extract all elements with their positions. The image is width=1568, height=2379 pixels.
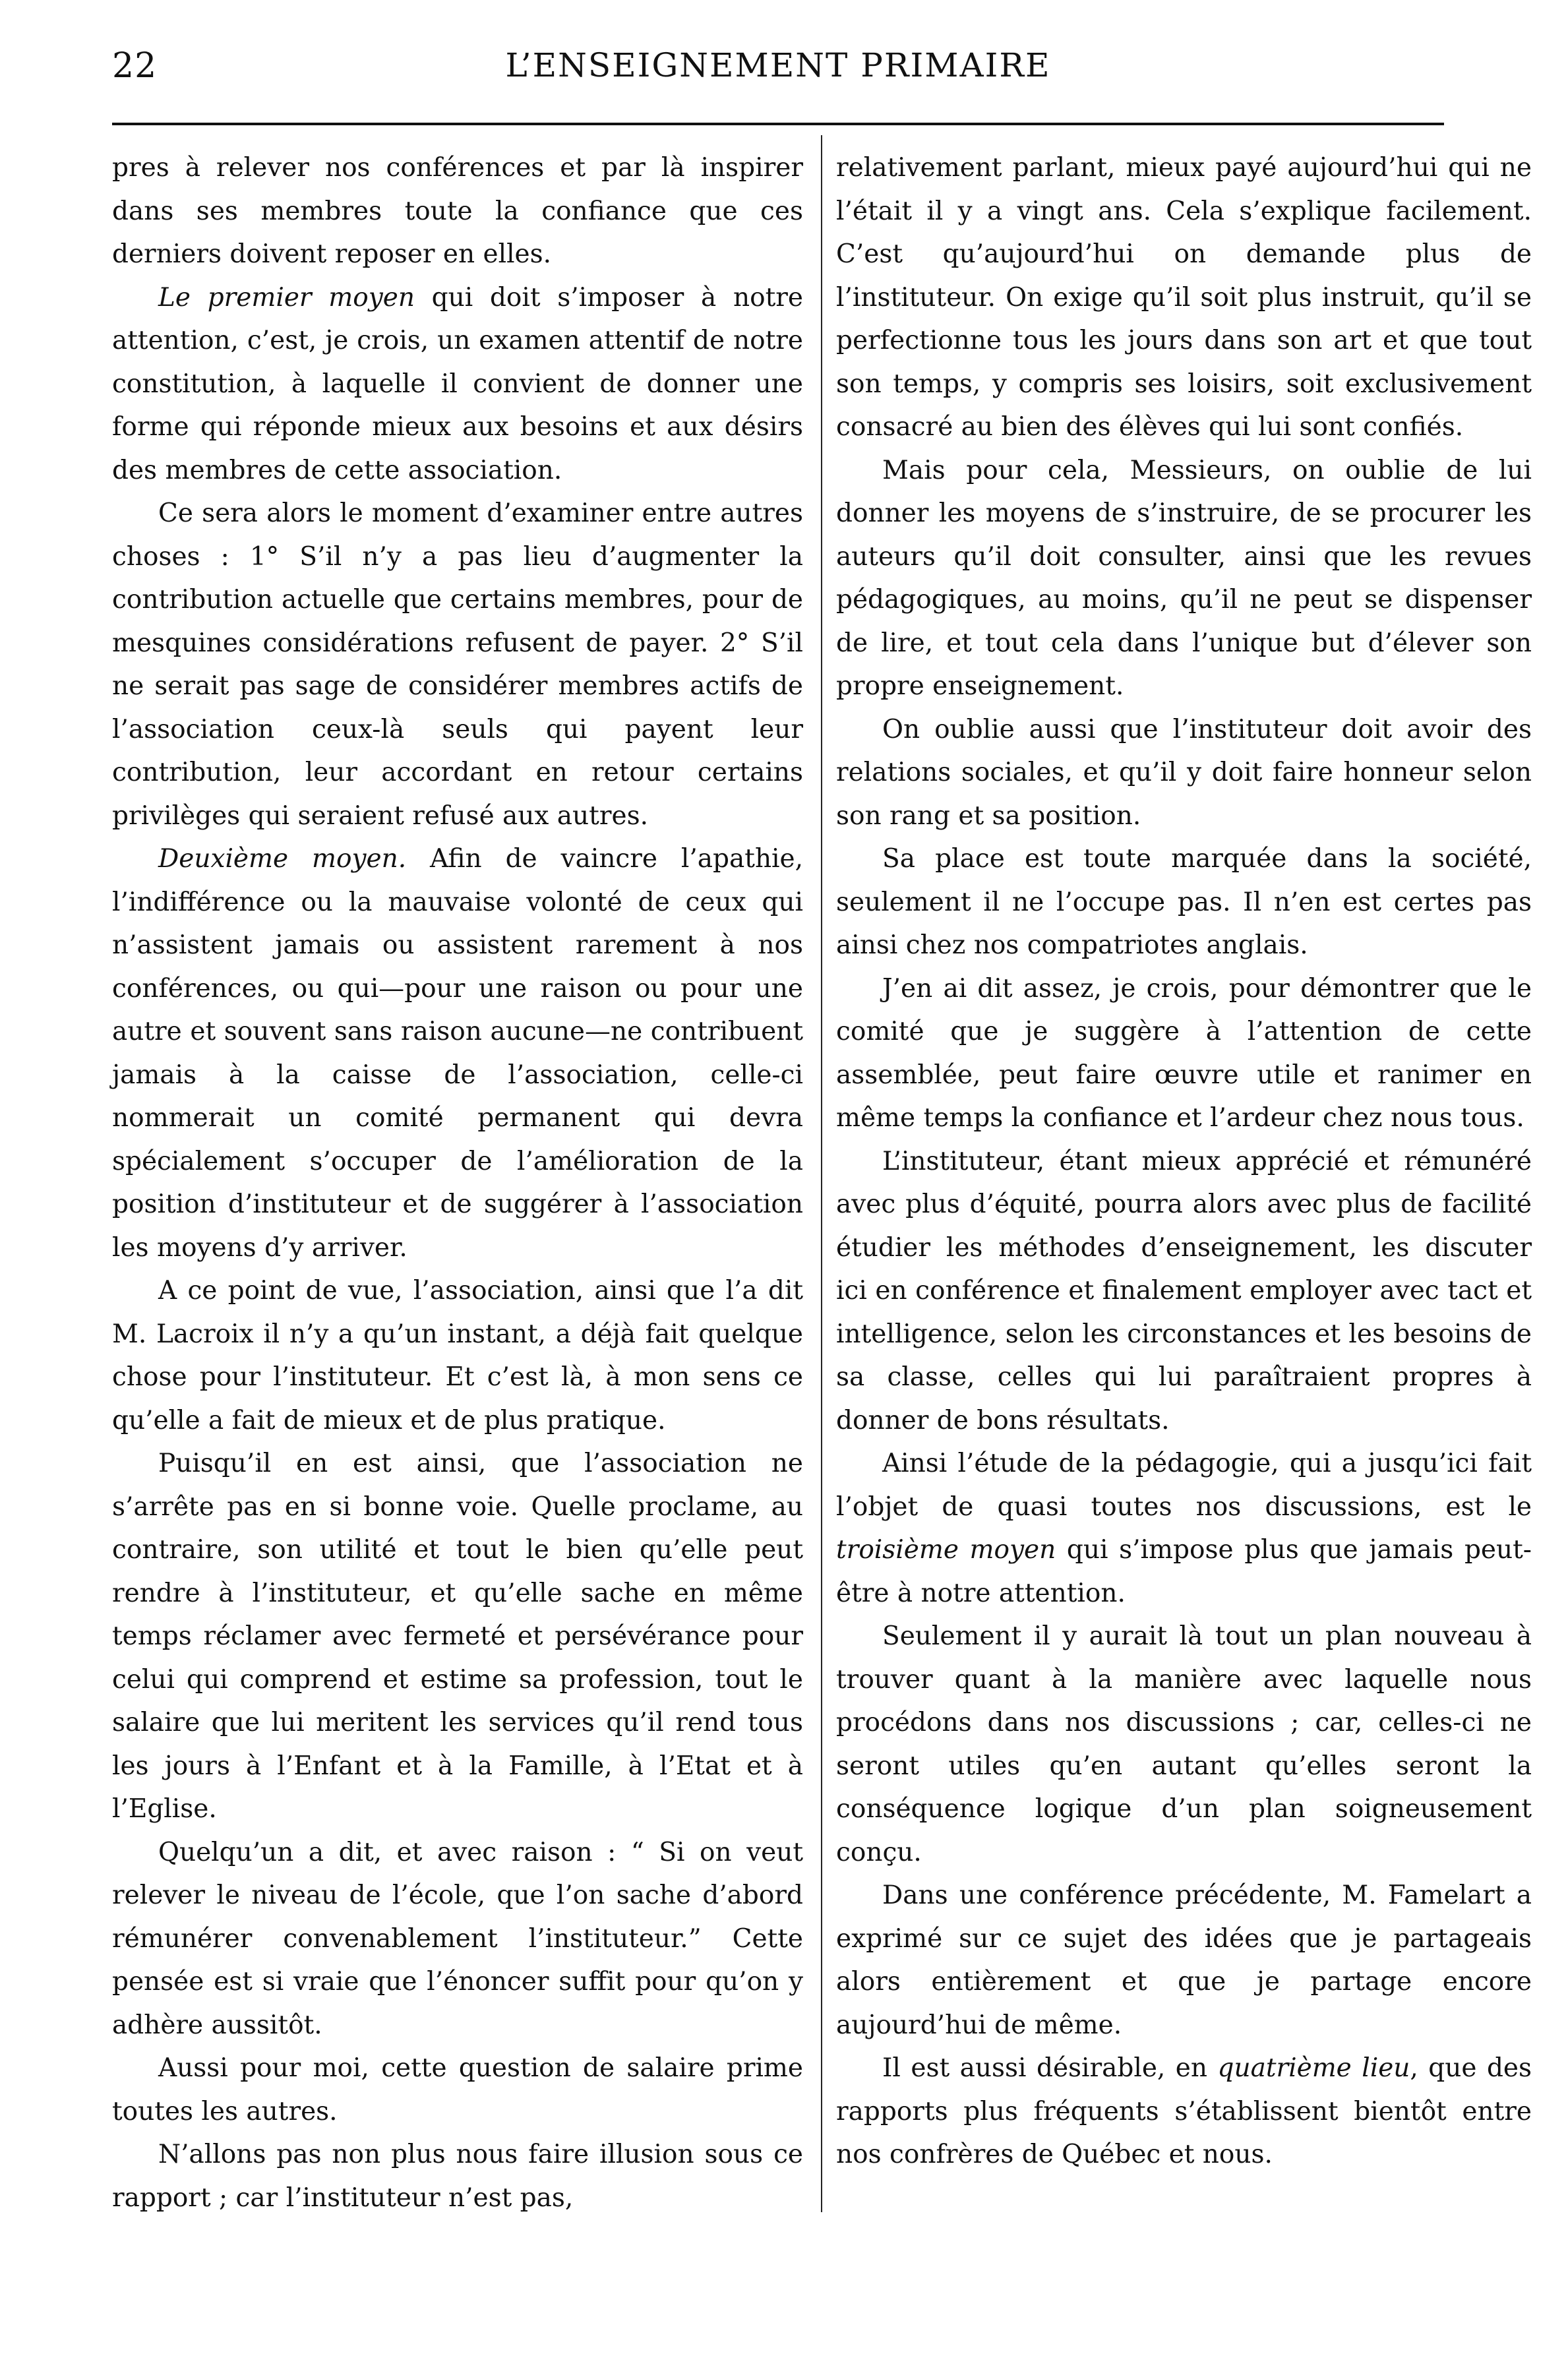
- right-column: [836, 146, 1532, 2177]
- paragraph: relativement parlant, mieux payé aujourd’hui qui ne l’était il y a vingt ans. Cela s’explique facilement. C’est qu’aujourd’hui on demande plus de l’instituteur. On exige qu’il soit plus instruit, qu’il se perfectionne tous les jours dans son art et que tout son temps, y compris ses loisirs, soit exclusivement consacré au bien des élèves qui lui sont confiés.: [836, 153, 1532, 442]
- paragraph: Quelqu’un a dit, et avec raison : “ Si on veut relever le niveau de l’école, que l’on sache d’abord rémunérer convenablement l’instituteur.” Cette pensée est si vraie que l’énoncer suffit pour qu’on y adhère aussitôt.: [112, 1837, 803, 2040]
- paragraph: Le premier moyen qui doit s’imposer à notre attention, c’est, je crois, un examen attentif de notre constitution, à laquelle il convient de donner une forme qui réponde mieux aux besoins et aux désirs des membres de cette association.: [112, 282, 803, 485]
- paragraph: L’instituteur, étant mieux apprécié et rémunéré avec plus d’équité, pourra alors avec plus de facilité étudier les méthodes d’enseignement, les discuter ici en conférence et finalement employer avec tact et intelligence, selon les circonstances et les besoins de sa classe, celles qui lui paraîtraient propres à donner de bons résultats.: [836, 1146, 1532, 1435]
- emphasis: quatrième lieu: [1217, 2053, 1410, 2083]
- paragraph: J’en ai dit assez, je crois, pour démontrer que le comité que je suggère à l’attention de cette assemblée, peut faire œuvre utile et ranimer en même temps la confiance et l’ardeur chez nous tous.: [836, 973, 1532, 1133]
- left-column: [112, 146, 803, 2219]
- emphasis: troisième moyen: [836, 1535, 1056, 1565]
- paragraph: Aussi pour moi, cette question de salaire prime toutes les autres.: [112, 2053, 803, 2126]
- column-divider: [821, 135, 822, 2212]
- paragraph: On oublie aussi que l’instituteur doit avoir des relations sociales, et qu’il y doit faire honneur selon son rang et sa position.: [836, 714, 1532, 831]
- paragraph: Ce sera alors le moment d’examiner entre autres choses : 1° S’il n’y a pas lieu d’augmenter la contribution actuelle que certains membres, pour de mesquines considérations refusent de payer. 2° S’il ne serait pas sage de considérer membres actifs de l’association ceux-là seuls qui payent leur contribution, leur accordant en retour certains privilèges qui seraient refusé aux autres.: [112, 498, 803, 831]
- paragraph: Il est aussi désirable, en quatrième lieu, que des rapports plus fréquents s’établissent bientôt entre nos confrères de Québec et nous.: [836, 2053, 1532, 2169]
- paragraph: Deuxième moyen. Afin de vaincre l’apathie, l’indifférence ou la mauvaise volonté de ceux qui n’assistent jamais ou assistent rarement à nos conférences, ou qui—pour une raison ou pour une autre et souvent sans raison aucune—ne contribuent jamais à la caisse de l’association, celle-ci nommerait un comité permanent qui devra spécialement s’occuper de l’amélioration de la position d’instituteur et de suggérer à l’association les moyens d’y arriver.: [112, 844, 804, 1263]
- emphasis: Deuxième moyen.: [158, 844, 407, 874]
- paragraph: Sa place est toute marquée dans la société, seulement il ne l’occupe pas. Il n’en est certes pas ainsi chez nos compatriotes anglais.: [836, 844, 1532, 960]
- running-title: L’ENSEIGNEMENT PRIMAIRE: [505, 46, 1051, 84]
- page-number: 22: [112, 46, 158, 86]
- emphasis: Le premier moyen: [158, 282, 415, 313]
- page-header: [112, 40, 1444, 99]
- header-rule: [112, 123, 1444, 125]
- paragraph: N’allons pas non plus nous faire illusion sous ce rapport ; car l’instituteur n’est pas,: [112, 2140, 803, 2213]
- paragraph: Puisqu’il en est ainsi, que l’association ne s’arrête pas en si bonne voie. Quelle proclame, au contraire, son utilité et tout le bien qu’elle peut rendre à l’instituteur, et qu’elle sache en même temps réclamer avec fermeté et persévérance pour celui qui comprend et estime sa profession, tout le salaire que lui meritent les services qu’il rend tous les jours à l’Enfant et à la Famille, à l’Etat et à l’Eglise.: [112, 1449, 803, 1824]
- paragraph: Dans une conférence précédente, M. Famelart a exprimé sur ce sujet des idées que je partageais alors entièrement et que je partage encore aujourd’hui de même.: [836, 1881, 1532, 2040]
- paragraph: Ainsi l’étude de la pédagogie, qui a jusqu’ici fait l’objet de quasi toutes nos discussions, est le troisième moyen qui s’impose plus que jamais peut-être à notre attention.: [836, 1449, 1532, 1608]
- paragraph: Mais pour cela, Messieurs, on oublie de lui donner les moyens de s’instruire, de se procurer les auteurs qu’il doit consulter, ainsi que les revues pédagogiques, au moins, qu’il ne peut se dispenser de lire, et tout cela dans l’unique but d’élever son propre enseignement.: [836, 455, 1532, 701]
- paragraph: Seulement il y aurait là tout un plan nouveau à trouver quant à la manière avec laquelle nous procédons dans nos discussions ; car, celles-ci ne seront utiles qu’en autant qu’elles seront la conséquence logique d’un plan soigneusement conçu.: [836, 1621, 1532, 1867]
- paragraph: pres à relever nos conférences et par là inspirer dans ses membres toute la confiance que ces derniers doivent reposer en elles.: [112, 153, 803, 269]
- paragraph: A ce point de vue, l’association, ainsi que l’a dit M. Lacroix il n’y a qu’un instant, a déjà fait quelque chose pour l’instituteur. Et c’est là, à mon sens ce qu’elle a fait de mieux et de plus pratique.: [112, 1276, 803, 1435]
